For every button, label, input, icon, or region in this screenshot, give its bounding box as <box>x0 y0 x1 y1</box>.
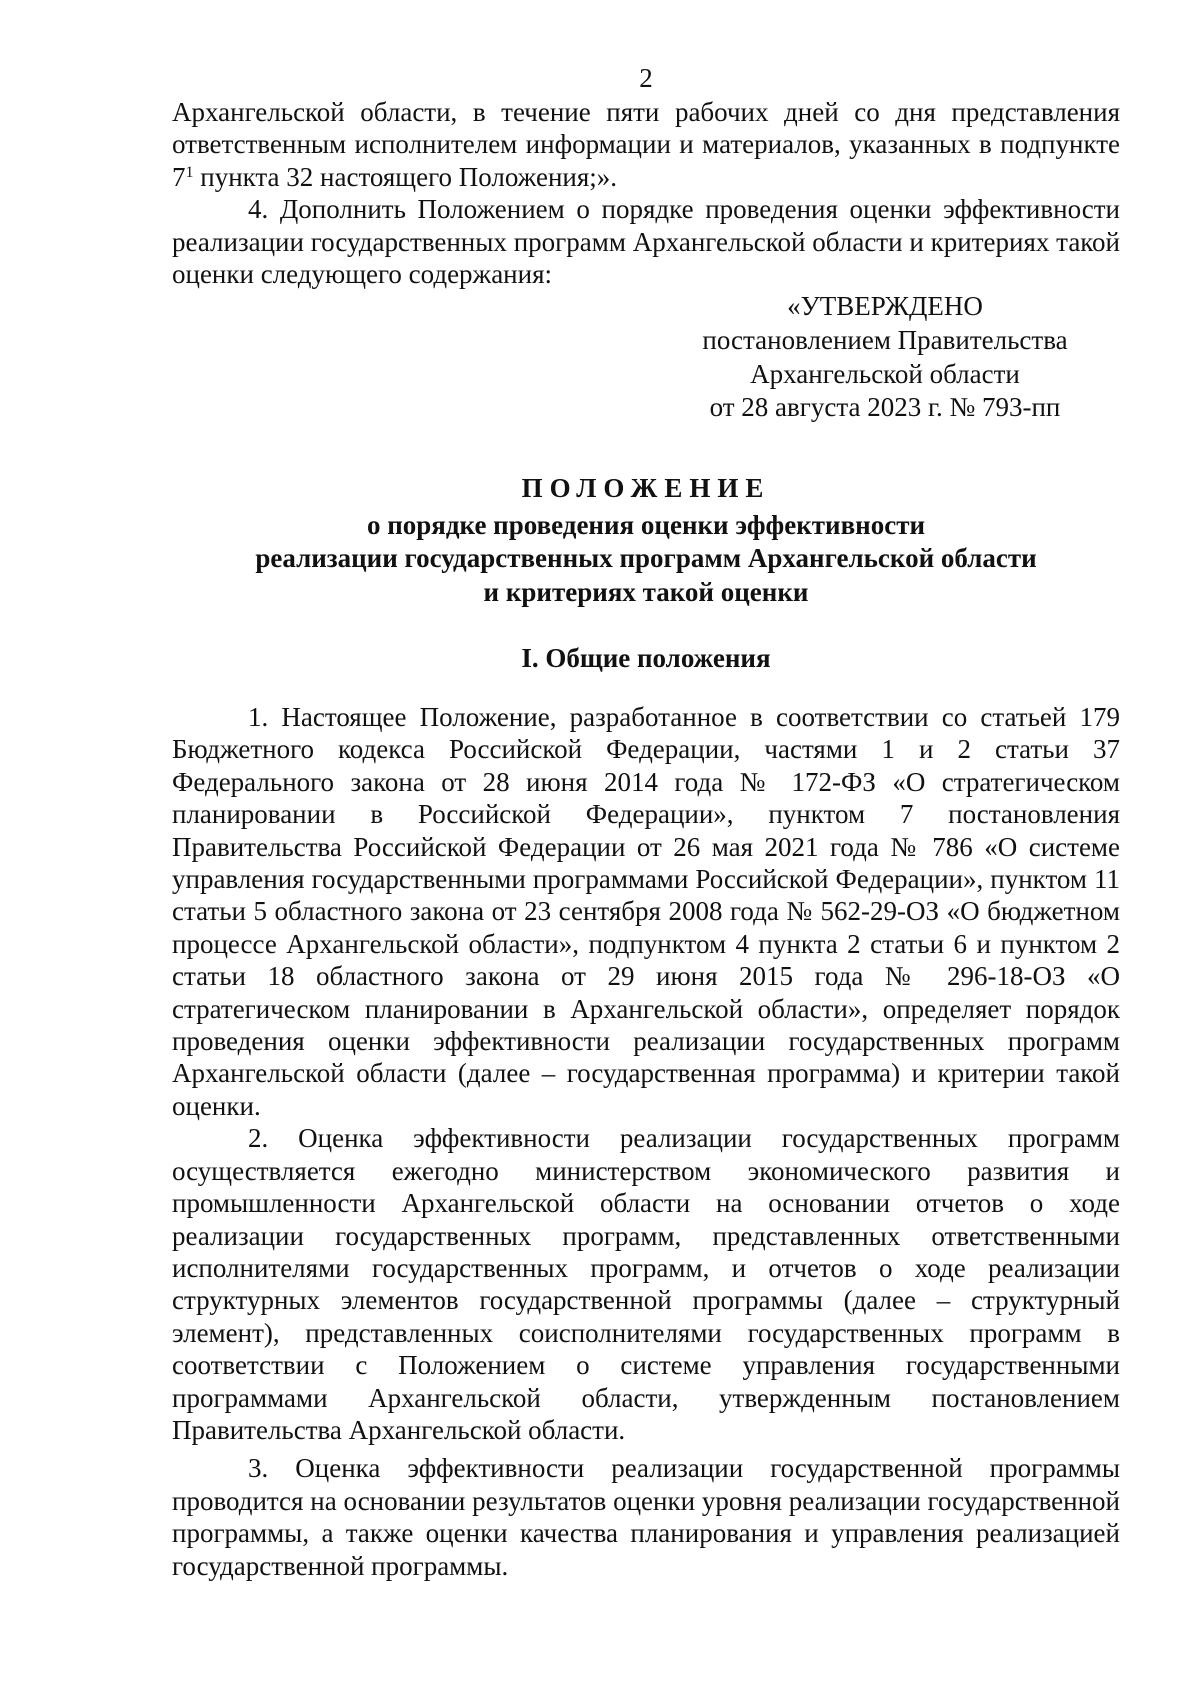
approval-line-2: постановлением Правительства <box>702 325 1068 356</box>
superscript: 1 <box>185 163 194 181</box>
approval-line-1: «УТВЕРЖДЕНО <box>787 291 983 322</box>
paragraph-3: 3. Оценка эффективности реализации государственной программы проводится на основании результатов оценки уровня реализации государственной программы, а также оценки качества планирования и управления реализацией государственной программы. <box>172 1453 1120 1581</box>
page-number: 2 <box>639 63 653 93</box>
title-line-1: о порядке проведения оценки эффективности <box>366 509 926 540</box>
title-line-3: и критериях такой оценки <box>483 577 809 607</box>
title-line-2: реализации государственных программ Архангельской области <box>255 543 1037 574</box>
approval-stamp <box>172 290 1090 424</box>
continuation-text: Архангельской области, в течение пяти рабочих дней со дня представления ответственным исполнителем информации и материалов, указанных в подпункте 7 <box>172 97 1120 192</box>
paragraph-2: 2. Оценка эффективности реализации государственных программ осуществляется ежегодно министерством экономического развития и промышленности Архангельской области на основании отчетов о ходе реализации государственных программ, представленных ответственными исполнителями государственных программ, и отчетов о ходе реализации структурных элементов государственной программы (далее – структурный элемент), представленных соисполнителями государственных программ в соответствии с Положением о системе управления государственными программами Архангельской области, утвержденным постановлением Правительства Архангельской области. <box>172 1123 1120 1445</box>
approval-line-4: от 28 августа 2023 г. № 793-пп <box>709 392 1061 423</box>
continuation-text-end: пункта 32 настоящего Положения;». <box>193 161 618 192</box>
paragraph-1: 1. Настоящее Положение, разработанное в соответствии со статьей 179 Бюджетного кодекса Российской Федерации, частями 1 и 2 статьи 37 Федерального закона от 28 июня 2014 года № 172-ФЗ «О стратегическом планировании в Российской Федерации», пунктом 7 постановления Правительства Российской Федерации от 26 мая 2021 года № 786 «О системе управления государственными программами Российской Федерации», пунктом 11 статьи 5 областного закона от 23 сентября 2008 года № 562-29-ОЗ «О бюджетном процессе Архангельской области», подпунктом 4 пункта 2 статьи 6 и пунктом 2 статьи 18 областного закона от 29 июня 2015 года № 296-18-ОЗ «О стратегическом планировании в Архангельской области», определяет порядок проведения оценки эффективности реализации государственных программ Архангельской области (далее – государственная программа) и критерии такой оценки. <box>172 702 1120 1121</box>
item-4-paragraph: 4. Дополнить Положением о порядке проведения оценки эффективности реализации государственных программ Архангельской области и критериях такой оценки следующего содержания: <box>172 194 1120 290</box>
continuation-paragraph <box>172 96 1120 193</box>
document-title <box>172 469 1120 610</box>
section-heading: I. Общие положения <box>521 642 771 673</box>
document-page <box>172 62 1120 1582</box>
approval-line-3: Архангельской области <box>750 358 1020 389</box>
title-main: ПОЛОЖЕНИЕ <box>521 472 771 503</box>
